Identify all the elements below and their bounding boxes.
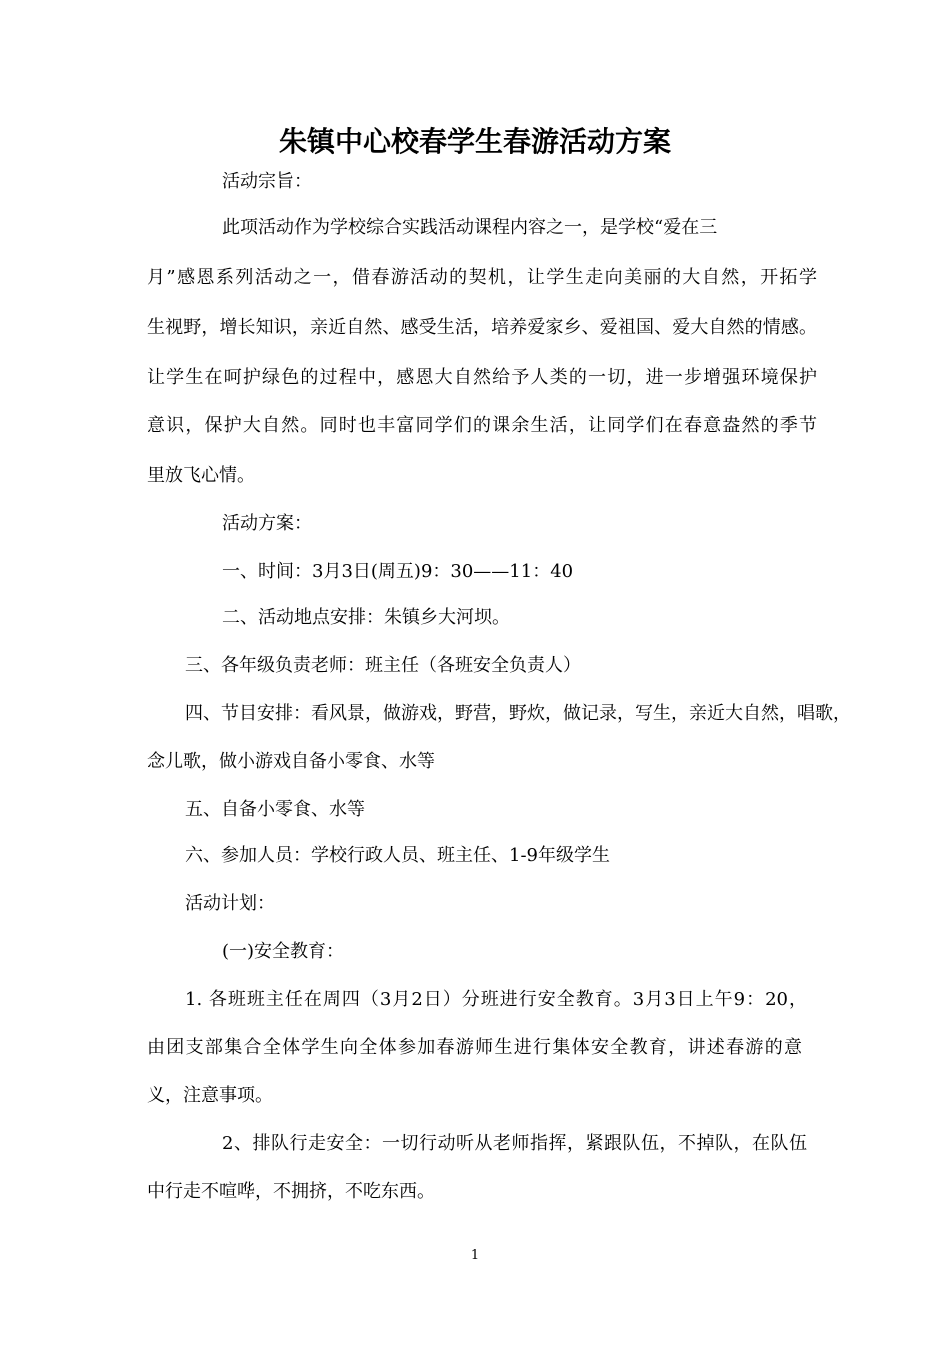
safety-line: 1. 各班班主任在周四（3月2日）分班进行安全教育。3月3日上午9：20， — [185, 989, 807, 1010]
purpose-heading: 活动宗旨： — [222, 171, 312, 192]
plan-heading: 活动方案： — [222, 513, 312, 534]
purpose-line: 让学生在呵护绿色的过程中，感恩大自然给予人类的一切，进一步增强环境保护 — [147, 367, 817, 388]
purpose-line: 生视野，增长知识，亲近自然、感受生活，培养爱家乡、爱祖国、爱大自然的情感。 — [147, 317, 817, 338]
schedule-heading: 活动计划： — [185, 893, 275, 914]
purpose-line: 此项活动作为学校综合实践活动课程内容之一，是学校“爱在三 — [222, 217, 718, 238]
safety-line: 中行走不喧哗，不拥挤，不吃东西。 — [147, 1181, 435, 1202]
safety-line: 2、排队行走安全：一切行动听从老师指挥，紧跟队伍，不掉队，在队伍 — [222, 1133, 807, 1154]
document-title: 朱镇中心校春学生春游活动方案 — [278, 125, 671, 158]
purpose-line: 意识，保护大自然。同时也丰富同学们的课余生活，让同学们在春意盎然的季节 — [147, 415, 817, 436]
safety-line: 义，注意事项。 — [147, 1085, 273, 1106]
plan-item: 六、参加人员：学校行政人员、班主任、1-9年级学生 — [185, 845, 610, 866]
plan-item: 五、自备小零食、水等 — [185, 799, 365, 820]
purpose-line: 月”感恩系列活动之一，借春游活动的契机，让学生走向美丽的大自然，开拓学 — [147, 267, 817, 288]
plan-item: 一、时间：3月3日(周五)9：30——11：40 — [222, 561, 574, 582]
plan-item: 二、活动地点安排：朱镇乡大河坝。 — [222, 607, 510, 628]
page-number: 1 — [470, 1248, 480, 1263]
plan-item: 念儿歌，做小游戏自备小零食、水等 — [147, 751, 435, 772]
safety-heading: (一)安全教育： — [222, 941, 345, 962]
plan-item: 四、节目安排：看风景，做游戏，野营，野炊，做记录，写生，亲近大自然，唱歌， — [185, 703, 851, 724]
safety-line: 由团支部集合全体学生向全体参加春游师生进行集体安全教育，讲述春游的意 — [147, 1037, 802, 1058]
plan-item: 三、各年级负责老师：班主任（各班安全负责人） — [185, 655, 581, 676]
purpose-line: 里放飞心情。 — [147, 465, 255, 486]
